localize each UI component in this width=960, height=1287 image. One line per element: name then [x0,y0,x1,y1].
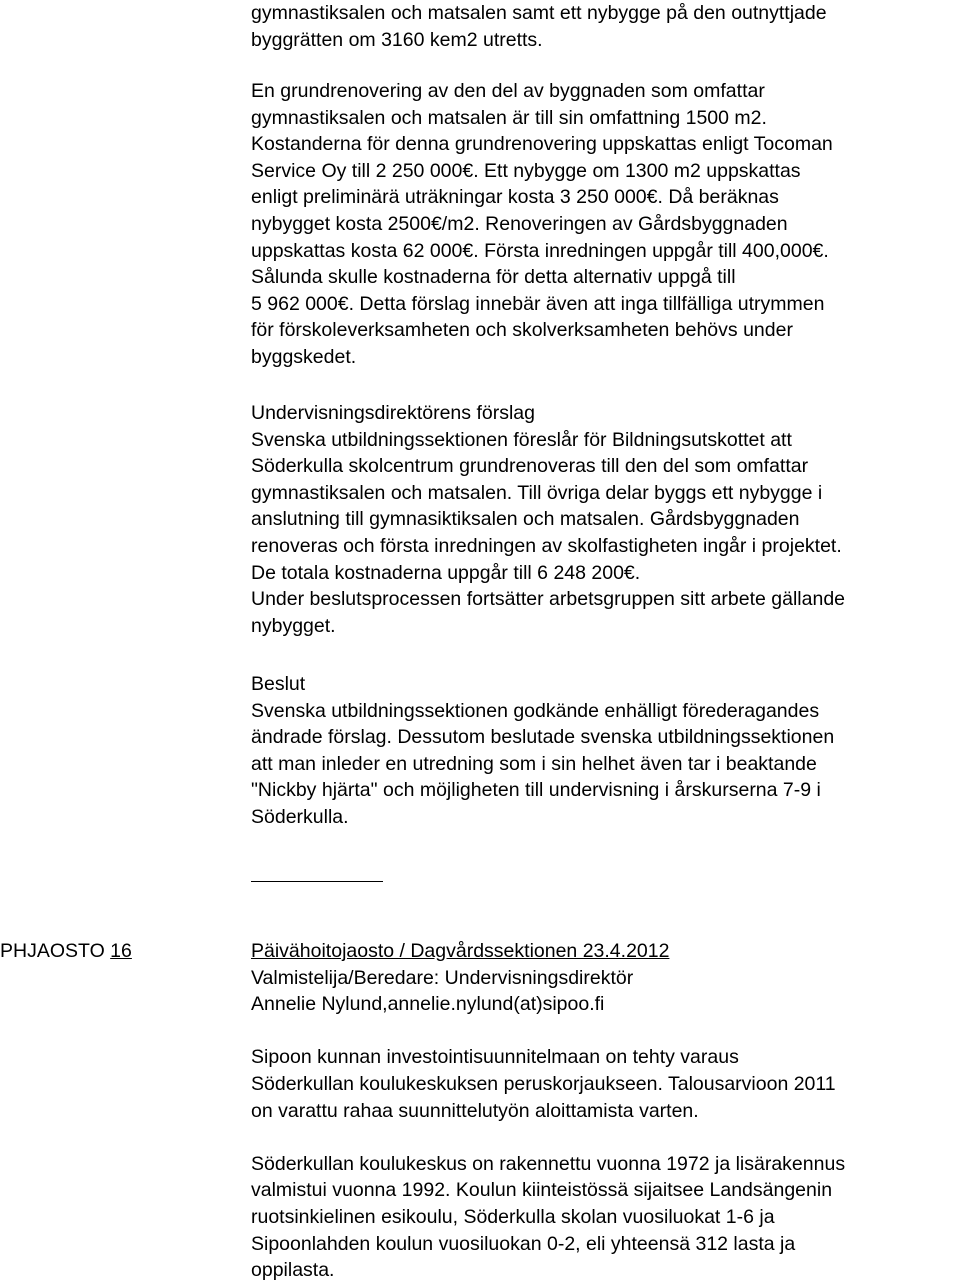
text-line: Service Oy till 2 250 000€. Ett nybygge om 1300 m2 uppskattas [251,159,801,182]
text-line: on varattu rahaa suunnittelutyön aloittamista varten. [251,1099,699,1122]
section-title: Päivähoitojaosto / Dagvårdssektionen 23.4.2012 [251,940,670,962]
section-divider [251,881,383,882]
decision-section [251,671,956,831]
text-line: 5 962 000€. Detta förslag innebär även att inga tillfälliga utrymmen [251,292,825,315]
text-line: för förskoleverksamheten och skolverksamheten behövs under [251,319,793,342]
text-line: nybygget kosta 2500€/m2. Renoveringen av Gårdsbyggnaden [251,212,788,235]
text-line: gymnastiksalen och matsalen samt ett nybygge på den outnyttjade [251,2,827,24]
text-line: En grundrenovering av den del av byggnaden som omfattar [251,80,765,102]
section-contact: Annelie Nylund,annelie.nylund(at)sipoo.fi [251,993,605,1016]
section-label-prefix: PHJAOSTO [0,940,105,962]
text-line: Söderkullan koulukeskus on rakennettu vuonna 1972 ja lisärakennus [251,1152,846,1175]
text-line: uppskattas kosta 62 000€. Första inredningen uppgår till 400,000€. [251,239,829,262]
text-line: renoveras och första inredningen av skolfastigheten ingår i projektet. [251,534,842,557]
text-line: nybygget. [251,614,336,637]
proposal-section [251,400,956,639]
text-line: Söderkullan koulukeskuksen peruskorjaukseen. Talousarvioon 2011 [251,1072,836,1095]
section-label [0,938,132,965]
section-label-number: 16 [110,940,132,962]
section-body [251,938,956,1284]
intro-paragraph [251,0,956,53]
text-line: Söderkulla skolcentrum grundrenoveras till den del som omfattar [251,455,809,478]
text-line: enligt preliminärä uträkningar kosta 3 250 000€. Då beräknas [251,186,779,209]
text-line: oppilasta. [251,1259,335,1282]
text-line: anslutning till gymnasiktiksalen och matsalen. Gårdsbyggnaden [251,508,800,531]
text-line: Sipoon kunnan investointisuunnitelmaan on tehty varaus [251,1046,739,1069]
text-line: byggrätten om 3160 kem2 utretts. [251,28,543,51]
text-line: att man inleder en utredning som i sin helhet även tar i beaktande [251,752,817,775]
text-line: Svenska utbildningssektionen godkände enhälligt förederagandes [251,699,820,722]
text-line: Sålunda skulle kostnaderna för detta alternativ uppgå till [251,266,736,289]
text-line: Kostanderna för denna grundrenovering uppskattas enligt Tocoman [251,133,833,156]
text-line: ändrade förslag. Dessutom beslutade svenska utbildningssektionen [251,726,835,749]
text-line: byggskedet. [251,345,357,368]
text-line: gymnastiksalen och matsalen är till sin omfattning 1500 m2. [251,106,767,129]
text-line: "Nickby hjärta" och möjligheten till undervisning i årskurserna 7-9 i [251,779,821,802]
section-preparer: Valmistelija/Beredare: Undervisningsdirektör [251,966,634,989]
proposal-heading: Undervisningsdirektörens förslag [251,402,535,424]
text-line: Svenska utbildningssektionen föreslår för Bildningsutskottet att [251,428,792,451]
text-line: ruotsinkielinen esikoulu, Söderkulla skolan vuosiluokat 1-6 ja [251,1205,775,1228]
cost-paragraph [251,78,956,371]
text-line: Söderkulla. [251,805,349,828]
text-line: Sipoonlahden koulun vuosiluokan 0-2, eli yhteensä 312 lasta ja [251,1232,796,1255]
text-line: Under beslutsprocessen fortsätter arbetsgruppen sitt arbete gällande [251,588,846,611]
text-line: valmistui vuonna 1992. Koulun kiinteistössä sijaitsee Landsängenin [251,1179,833,1202]
text-line: De totala kostnaderna uppgår till 6 248 200€. [251,561,641,584]
text-line: gymnastiksalen och matsalen. Till övriga delar byggs ett nybygge i [251,481,823,504]
decision-heading: Beslut [251,673,306,695]
